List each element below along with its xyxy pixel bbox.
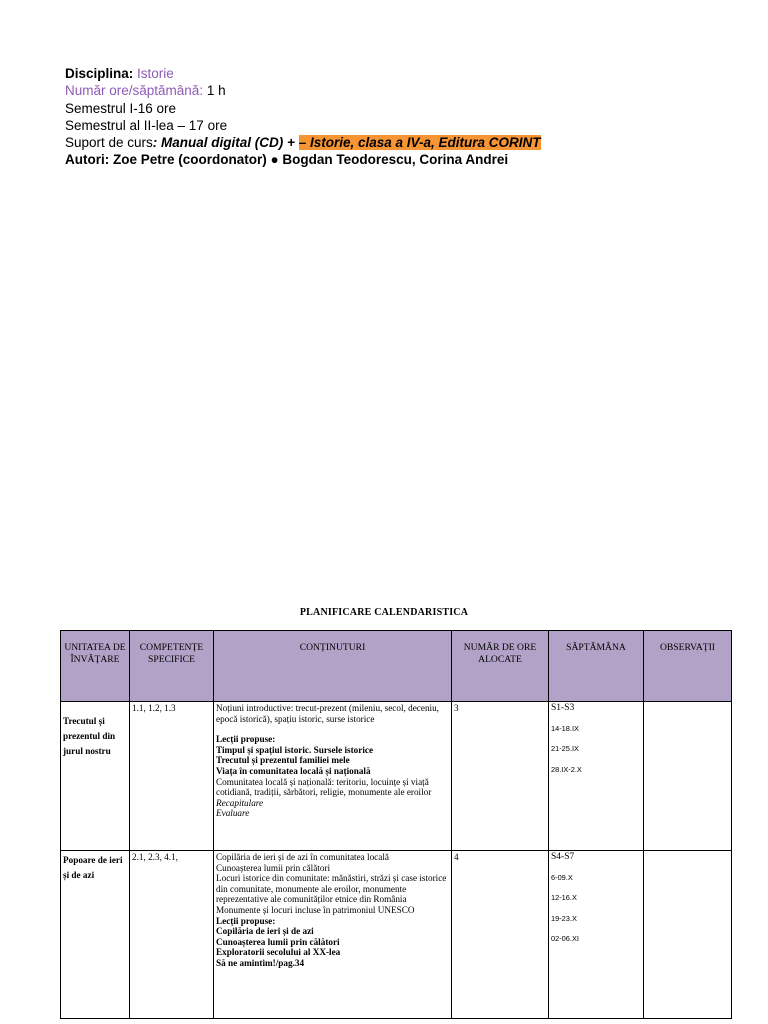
week-date: 28.IX-2.X <box>551 764 582 774</box>
unit-cell: Popoare de ieri și de azi <box>61 851 130 1019</box>
table-row <box>61 851 732 1019</box>
week-range: S4-S7 <box>551 852 575 862</box>
week-range: S1-S3 <box>551 703 575 713</box>
evaluation-label: Evaluare <box>216 808 250 819</box>
content-item: Copilăria de ieri și de azi în comunitatea locală <box>216 852 389 862</box>
col-header-hours: NUMĂR DE ORE ALOCATE <box>452 631 549 702</box>
document-header <box>65 65 541 169</box>
lesson-item: Copilăria de ieri și de azi <box>216 926 314 937</box>
semester2: Semestrul al II-lea – 17 ore <box>65 117 228 133</box>
hours-cell: 3 <box>452 702 549 851</box>
lessons-title: Lecții propuse: <box>216 915 276 926</box>
content-item: Monumente și locuri incluse în patrimoniul UNESCO <box>216 904 415 915</box>
table-row <box>61 702 732 851</box>
col-header-notes: OBSERVAȚII <box>644 631 732 702</box>
content-item: Locuri istorice din comunitate: mănăstiri, străzi și case istorice din comunitate, monumente ale eroilor, monumente reprezentative ale comunităților etnice din România <box>216 873 447 905</box>
hours-label: Număr ore/săptămână: <box>65 83 204 99</box>
hours-cell: 4 <box>452 851 549 1019</box>
hours-line <box>65 82 541 99</box>
content-item: Cunoașterea lumii prin călători <box>216 862 331 873</box>
intro-text: Noțiuni introductive: trecut-prezent (mileniu, secol, deceniu, epocă istorică), spațiu istoric, surse istorice <box>216 703 439 724</box>
discipline-value: Istorie <box>137 66 174 81</box>
discipline-label: Disciplina: <box>65 66 134 81</box>
contents-cell <box>214 851 452 1019</box>
planning-table <box>60 630 732 1019</box>
support-manual: : Manual digital (CD) + <box>152 135 299 151</box>
hours-value: 1 h <box>206 83 226 99</box>
competences-cell: 2.1, 2.3, 4.1, <box>130 851 214 1019</box>
extra-content: Comunitatea locală și națională: teritoriu, locuințe și viață cotidiană, tradiții, sărbători, religie, monumente ale eroilor <box>216 776 432 798</box>
support-highlight: – Istorie, clasa a IV-a, Editura CORINT <box>298 135 541 151</box>
week-date: 21-25.IX <box>551 744 579 754</box>
week-date: 14-18.IX <box>551 723 579 733</box>
week-date: 02-06.XI <box>551 934 579 944</box>
table-header-row <box>61 631 732 702</box>
lesson-item: Să ne amintim!/pag.34 <box>216 957 305 968</box>
lesson-item: Viața în comunitatea locală și națională <box>216 765 371 776</box>
week-cell <box>549 851 644 1019</box>
contents-cell <box>214 702 452 851</box>
competences-cell: 1.1, 1.2, 1.3 <box>130 702 214 851</box>
col-header-week: SĂPTĂMÂNA <box>549 631 644 702</box>
week-date: 6-09.X <box>551 872 573 882</box>
support-line <box>65 134 541 151</box>
unit-cell: Trecutul și prezentul din jurul nostru <box>61 702 130 851</box>
col-header-unit: UNITATEA DE ÎNVĂȚARE <box>61 631 130 702</box>
support-label: Suport de curs <box>65 135 153 151</box>
review-label: Recapitulare <box>216 797 264 808</box>
week-date: 12-16.X <box>551 893 577 903</box>
discipline-line <box>65 65 541 82</box>
col-header-competences: COMPETENȚE SPECIFICE <box>130 631 214 702</box>
notes-cell <box>644 851 732 1019</box>
col-header-contents: CONȚINUTURI <box>214 631 452 702</box>
lesson-item: Cunoașterea lumii prin călători <box>216 936 340 947</box>
lesson-item: Timpul și spațiul istoric. Sursele istorice <box>216 744 374 755</box>
lesson-item: Exploratorii secolului al XX-lea <box>216 947 341 958</box>
lessons-title: Lecții propuse: <box>216 734 276 745</box>
week-cell <box>549 702 644 851</box>
week-date: 19-23.X <box>551 913 577 923</box>
authors-line: Autori: Zoe Petre (coordonator) ● Bogdan Teodorescu, Corina Andrei <box>65 152 509 168</box>
plan-title: PLANIFICARE CALENDARISTICA <box>299 607 469 618</box>
lesson-item: Trecutul și prezentul familiei mele <box>216 755 350 766</box>
notes-cell <box>644 702 732 851</box>
semester1: Semestrul I-16 ore <box>65 100 177 116</box>
